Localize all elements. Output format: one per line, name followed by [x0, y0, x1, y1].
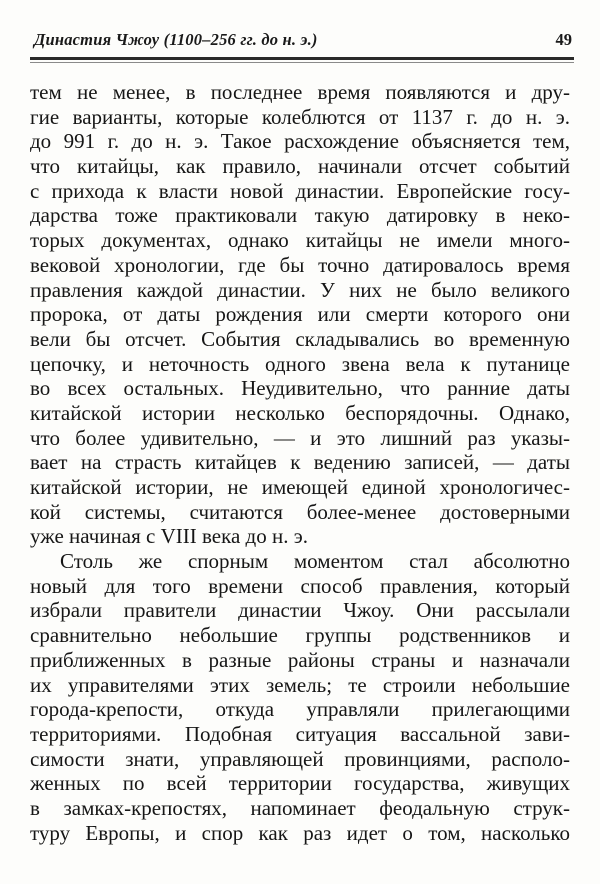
text-line: Столь же спорным моментом стал абсолютно — [60, 549, 570, 574]
text-line: туру Европы, и спор как раз идет о том, насколько — [30, 820, 570, 845]
page-number: 49 — [555, 30, 572, 49]
header-rule-thin — [30, 62, 574, 63]
text-line: что китайцы, как правило, начинали отсчет событий — [30, 154, 570, 179]
text-line: уже начиная с VIII века до н. э. — [30, 524, 308, 549]
text-line: торых документах, однако китайцы не имели много- — [30, 228, 570, 253]
text-line: пророка, от даты рождения или смерти которого они — [30, 302, 570, 327]
text-line: цепочку, и неточность одного звена вела к путанице — [30, 351, 570, 376]
text-line: их управителями этих земель; те строили небольшие — [30, 672, 570, 697]
text-line: китайской истории, не имеющей единой хронологичес- — [30, 475, 570, 499]
text-line: вековой хронологии, где бы точно датировалось время — [30, 252, 570, 277]
text-line: во всех остальных. Неудивительно, что ранние даты — [30, 376, 570, 401]
text-line: города-крепости, откуда управляли прилегающими — [30, 697, 570, 722]
text-line: приближенных в разные районы страны и назначали — [30, 647, 570, 672]
text-line: правления каждой династии. У них не было великого — [30, 277, 570, 302]
text-line: гие варианты, которые колеблются от 1137 г. до н. э. — [30, 104, 570, 129]
text-line: вели бы отсчет. События складывались во временную — [30, 326, 570, 351]
text-line: сравнительно небольшие группы родственников и — [30, 623, 570, 648]
text-line: тем не менее, в последнее время появляются и дру- — [30, 80, 570, 104]
text-line: женных по всей территории государства, живущих — [30, 771, 570, 796]
text-line: с прихода к власти новой династии. Европейские госу- — [30, 178, 570, 203]
running-title: Династия Чжоу (1100–256 гг. до н. э.) — [34, 30, 318, 49]
text-line: кой системы, считаются более-менее достоверными — [30, 499, 570, 524]
paragraph-1 — [30, 80, 570, 549]
page-header — [34, 30, 572, 58]
paragraph-2 — [30, 549, 570, 845]
text-line: дарства тоже практиковали такую датировку в неко- — [30, 203, 570, 228]
text-line: до 991 г. до н. э. Такое расхождение объясняется тем, — [30, 129, 570, 154]
text-line: что более удивительно, — и это лишний раз указы- — [30, 425, 570, 450]
text-line: избрали правители династии Чжоу. Они рассылали — [30, 598, 570, 623]
text-line: симости знати, управляющей провинциями, располо- — [30, 746, 570, 771]
text-line: в замках-крепостях, напоминает феодальную струк- — [30, 795, 570, 820]
body-text — [30, 80, 570, 845]
header-rule — [30, 57, 574, 60]
text-line: вает на страсть китайцев к ведению записей, — даты — [30, 450, 570, 475]
text-line: территориями. Подобная ситуация вассальной зави- — [30, 721, 570, 746]
text-line: новый для того времени способ правления, который — [30, 573, 570, 598]
text-line: китайской истории несколько беспорядочны. Однако, — [30, 400, 570, 425]
